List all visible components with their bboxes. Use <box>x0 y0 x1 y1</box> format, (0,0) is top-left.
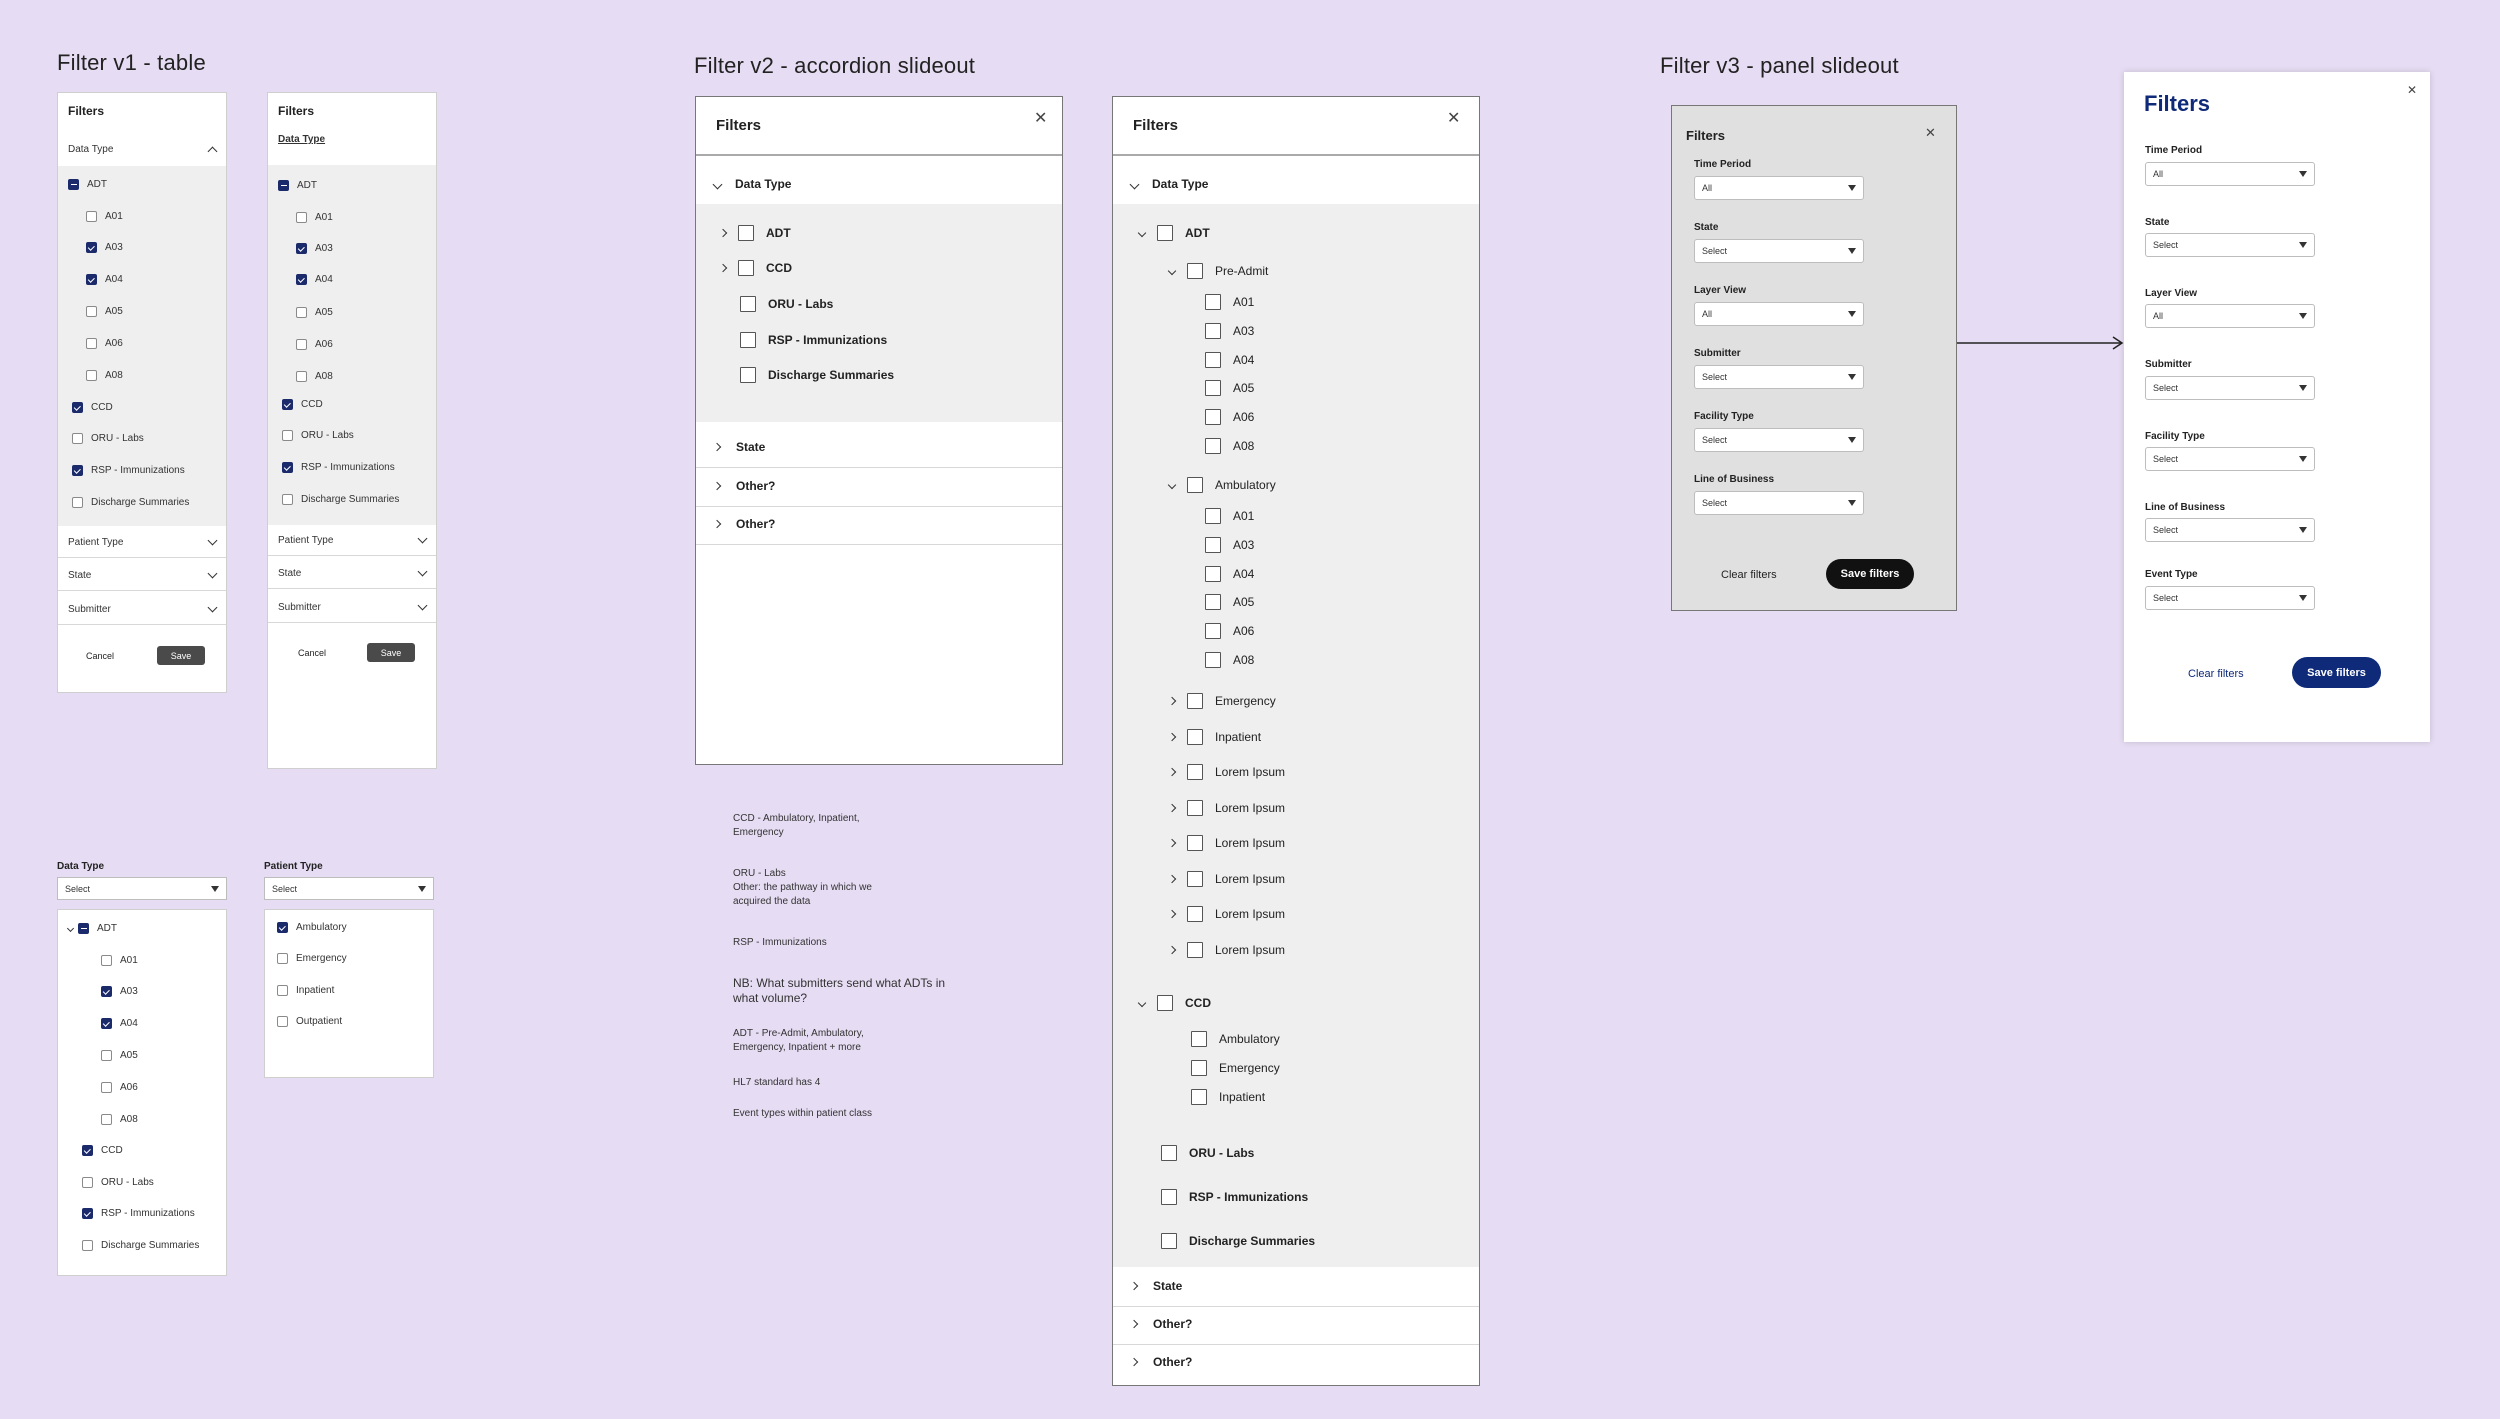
option-ccd[interactable]: CCD <box>72 402 113 413</box>
option-a04[interactable]: A04 <box>86 274 123 285</box>
checkbox[interactable] <box>282 430 293 441</box>
option-rsp[interactable]: RSP - Immunizations <box>282 462 395 473</box>
checkbox[interactable] <box>740 367 756 383</box>
note-nb: NB: What submitters send what ADTs in what volume? <box>733 976 946 1005</box>
option-rsp[interactable]: RSP - Immunizations <box>740 332 887 348</box>
checkbox[interactable] <box>1161 1233 1177 1249</box>
v1-filter-panel-b <box>267 92 437 769</box>
dropdown-triangle-icon <box>2299 313 2307 319</box>
arrow-right-icon <box>1957 334 2127 352</box>
chevron-down-icon <box>1138 999 1146 1007</box>
v3-panel-large <box>2124 72 2430 742</box>
data-type-select[interactable]: Select <box>57 877 227 900</box>
option-a03[interactable]: A03 <box>86 242 123 253</box>
layer-view-select[interactable]: All <box>2145 304 2315 328</box>
cancel-button[interactable]: Cancel <box>298 648 327 658</box>
checkbox[interactable] <box>1205 352 1221 368</box>
option-oru[interactable]: ORU - Labs <box>740 296 833 312</box>
option-rsp[interactable]: RSP - Immunizations <box>82 1208 195 1219</box>
option-emergency[interactable]: Emergency <box>277 953 347 964</box>
field-label: Submitter <box>2145 359 2192 370</box>
line-of-business-select[interactable]: Select <box>2145 518 2315 542</box>
checkbox[interactable] <box>1187 871 1203 887</box>
chevron-down-icon <box>1168 267 1176 275</box>
checkbox[interactable] <box>72 402 83 413</box>
dropdown-triangle-icon <box>2299 242 2307 248</box>
other-accordion-header-1[interactable]: Other? <box>714 479 775 493</box>
option-lorem-ipsum[interactable]: Lorem Ipsum <box>1169 764 1285 780</box>
clear-filters-button[interactable]: Clear filters <box>1721 569 1777 581</box>
chevron-right-icon <box>1168 839 1176 847</box>
option-discharge[interactable]: Discharge Summaries <box>282 494 399 505</box>
v3-panel-small <box>1671 105 1957 611</box>
note-hl7: HL7 standard has 4 <box>733 1077 821 1088</box>
option-adt[interactable]: ADT <box>1139 225 1210 241</box>
field-label: Time Period <box>1694 159 1752 170</box>
option-a06[interactable]: A06 <box>86 338 123 349</box>
checkbox[interactable] <box>1205 438 1221 454</box>
option-discharge[interactable]: Discharge Summaries <box>740 367 894 383</box>
checkbox[interactable] <box>86 211 97 222</box>
checkbox[interactable] <box>1205 323 1221 339</box>
dropdown-triangle-icon <box>2299 385 2307 391</box>
option-a01[interactable]: A01 <box>101 955 138 966</box>
chevron-down-icon <box>418 534 428 544</box>
checkbox[interactable] <box>1161 1145 1177 1161</box>
field-label: Facility Type <box>2145 431 2205 442</box>
checkbox[interactable] <box>86 370 97 381</box>
note-rsp: RSP - Immunizations <box>733 937 827 948</box>
event-type-select[interactable]: Select <box>2145 586 2315 610</box>
option-a05[interactable]: A05 <box>86 306 123 317</box>
option-rsp[interactable]: RSP - Immunizations <box>72 465 185 476</box>
checkbox[interactable] <box>282 462 293 473</box>
option-discharge[interactable]: Discharge Summaries <box>1161 1233 1315 1249</box>
checkbox[interactable] <box>1187 764 1203 780</box>
checkbox[interactable] <box>101 986 112 997</box>
state-accordion-header[interactable]: State <box>1131 1279 1182 1293</box>
facility-type-select[interactable]: Select <box>1694 428 1864 452</box>
patient-type-select[interactable]: Select <box>264 877 434 900</box>
section-title-v2: Filter v2 - accordion slideout <box>694 53 976 78</box>
chevron-down-icon <box>208 569 218 579</box>
checkbox[interactable] <box>86 274 97 285</box>
option-discharge[interactable]: Discharge Summaries <box>72 497 189 508</box>
dropdown-triangle-icon <box>1848 437 1856 443</box>
checkbox[interactable] <box>1205 537 1221 553</box>
option-a08[interactable]: A08 <box>86 370 123 381</box>
option-a08[interactable]: A08 <box>101 1114 138 1125</box>
submitter-header[interactable]: Submitter <box>278 602 428 613</box>
checkbox[interactable] <box>1205 623 1221 639</box>
option-a06[interactable]: A06 <box>1205 623 1254 639</box>
checkbox[interactable] <box>1187 835 1203 851</box>
chevron-right-icon <box>719 229 727 237</box>
patient-type-header[interactable]: Patient Type <box>278 535 428 546</box>
chevron-down-icon <box>713 179 723 189</box>
option-a01[interactable]: A01 <box>86 211 123 222</box>
panel-title: Filters <box>1686 128 1726 143</box>
checkbox[interactable] <box>1205 409 1221 425</box>
checkbox[interactable] <box>101 955 112 966</box>
checkbox[interactable] <box>740 332 756 348</box>
checkbox[interactable] <box>68 179 79 190</box>
option-adt[interactable]: ADT <box>68 179 107 190</box>
v2-accordion-panel-b <box>1112 96 1480 1386</box>
option-ambulatory[interactable]: Ambulatory <box>1169 477 1276 493</box>
option-a03[interactable]: A03 <box>1205 537 1254 553</box>
other-accordion-header-2[interactable]: Other? <box>714 517 775 531</box>
option-adt[interactable]: ADT <box>278 180 317 191</box>
option-ccd[interactable]: CCD <box>82 1145 123 1156</box>
checkbox[interactable] <box>296 339 307 350</box>
option-adt[interactable]: ADT <box>720 225 791 241</box>
option-a01[interactable]: A01 <box>1205 294 1254 310</box>
note-event-types: Event types within patient class <box>733 1108 872 1119</box>
checkbox[interactable] <box>296 371 307 382</box>
facility-type-select[interactable]: Select <box>2145 447 2315 471</box>
option-a05[interactable]: A05 <box>101 1050 138 1061</box>
option-a03[interactable]: A03 <box>1205 323 1254 339</box>
chevron-right-icon <box>1168 733 1176 741</box>
checkbox[interactable] <box>1205 594 1221 610</box>
field-label: Layer View <box>2145 288 2198 299</box>
dropdown-triangle-icon <box>2299 527 2307 533</box>
checkbox[interactable] <box>101 1082 112 1093</box>
close-icon[interactable]: ✕ <box>2407 83 2418 97</box>
option-ccd[interactable]: CCD <box>282 399 323 410</box>
state-header[interactable]: State <box>278 568 428 579</box>
chevron-down-icon <box>67 925 74 932</box>
checkbox[interactable] <box>277 985 288 996</box>
option-a08[interactable]: A08 <box>1205 438 1254 454</box>
checkbox[interactable] <box>72 465 83 476</box>
section-title-v3: Filter v3 - panel slideout <box>1660 53 1899 78</box>
field-label: Event Type <box>2145 569 2198 580</box>
submitter-select[interactable]: Select <box>1694 365 1864 389</box>
option-inpatient[interactable]: Inpatient <box>277 985 334 996</box>
chevron-down-icon <box>1168 481 1176 489</box>
save-filters-button[interactable]: Save filters <box>1826 559 1914 589</box>
option-ccd[interactable]: CCD <box>720 260 792 276</box>
checkbox[interactable] <box>296 212 307 223</box>
chevron-right-icon <box>713 482 721 490</box>
chevron-right-icon <box>1168 768 1176 776</box>
chevron-down-icon <box>208 536 218 546</box>
option-a04[interactable]: A04 <box>101 1018 138 1029</box>
option-oru[interactable]: ORU - Labs <box>72 433 144 444</box>
submitter-select[interactable]: Select <box>2145 376 2315 400</box>
option-ccd-emergency[interactable]: Emergency <box>1191 1060 1280 1076</box>
option-ccd-inpatient[interactable]: Inpatient <box>1191 1089 1265 1105</box>
checkbox[interactable] <box>72 497 83 508</box>
chevron-down-icon <box>208 603 218 613</box>
checkbox[interactable] <box>82 1240 93 1251</box>
checkbox[interactable] <box>738 260 754 276</box>
note-oru: ORU - Labs Other: the pathway in which we acquired the data <box>733 868 872 907</box>
other-accordion-header-2[interactable]: Other? <box>1131 1355 1192 1369</box>
checkbox[interactable] <box>1191 1089 1207 1105</box>
state-header[interactable]: State <box>68 570 218 581</box>
field-label: Time Period <box>2145 145 2203 156</box>
field-label: Facility Type <box>1694 411 1754 422</box>
data-type-label: Data Type <box>68 144 114 155</box>
option-emergency[interactable]: Emergency <box>1169 693 1276 709</box>
option-a03[interactable]: A03 <box>101 986 138 997</box>
checkbox[interactable] <box>1157 995 1173 1011</box>
checkbox[interactable] <box>278 180 289 191</box>
option-lorem-ipsum[interactable]: Lorem Ipsum <box>1169 835 1285 851</box>
checkbox[interactable] <box>1205 566 1221 582</box>
data-type-tab[interactable]: Data Type <box>278 134 326 145</box>
note-adt: ADT - Pre-Admit, Ambulatory, Emergency, Inpatient + more <box>733 1028 864 1053</box>
checkbox[interactable] <box>282 399 293 410</box>
checkbox[interactable] <box>72 433 83 444</box>
checkbox[interactable] <box>1161 1189 1177 1205</box>
checkbox[interactable] <box>82 1208 93 1219</box>
option-oru[interactable]: ORU - Labs <box>1161 1145 1254 1161</box>
checkbox[interactable] <box>1191 1031 1207 1047</box>
chevron-right-icon <box>1168 804 1176 812</box>
option-rsp[interactable]: RSP - Immunizations <box>1161 1189 1308 1205</box>
section-title-v1: Filter v1 - table <box>57 50 206 75</box>
note-ccd: CCD - Ambulatory, Inpatient, Emergency <box>733 813 860 838</box>
checkbox[interactable] <box>1187 263 1203 279</box>
option-a06[interactable]: A06 <box>1205 409 1254 425</box>
option-a01[interactable]: A01 <box>296 212 333 223</box>
dropdown-triangle-icon <box>2299 595 2307 601</box>
time-period-select[interactable]: All <box>2145 162 2315 186</box>
checkbox[interactable] <box>101 1050 112 1061</box>
option-a06[interactable]: A06 <box>101 1082 138 1093</box>
data-type-accordion-header[interactable]: Data Type <box>1131 177 1208 191</box>
option-a08[interactable]: A08 <box>296 371 333 382</box>
data-type-header[interactable] <box>68 144 218 155</box>
dropdown-triangle-icon <box>1848 248 1856 254</box>
v2-accordion-panel-a <box>695 96 1063 765</box>
close-icon[interactable]: ✕ <box>1447 110 1461 127</box>
option-a05[interactable]: A05 <box>296 307 333 318</box>
checkbox[interactable] <box>1187 693 1203 709</box>
option-inpatient[interactable]: Inpatient <box>1169 729 1261 745</box>
close-icon[interactable]: ✕ <box>1925 125 1936 140</box>
option-a06[interactable]: A06 <box>296 339 333 350</box>
dropdown-triangle-icon <box>1848 311 1856 317</box>
checkbox[interactable] <box>1205 508 1221 524</box>
data-type-dropdown-menu <box>57 909 227 1276</box>
option-a01[interactable]: A01 <box>1205 508 1254 524</box>
checkbox[interactable] <box>296 243 307 254</box>
field-label: Layer View <box>1694 285 1747 296</box>
dropdown-triangle-icon <box>1848 500 1856 506</box>
option-lorem-ipsum[interactable]: Lorem Ipsum <box>1169 800 1285 816</box>
chevron-right-icon <box>1130 1320 1138 1328</box>
field-label: State <box>1694 222 1719 233</box>
checkbox[interactable] <box>101 1018 112 1029</box>
option-ccd[interactable]: CCD <box>1139 995 1211 1011</box>
other-accordion-header-1[interactable]: Other? <box>1131 1317 1192 1331</box>
chevron-right-icon <box>1130 1358 1138 1366</box>
field-label: Submitter <box>1694 348 1741 359</box>
chevron-right-icon <box>1130 1282 1138 1290</box>
chevron-down-icon <box>1138 229 1146 237</box>
checkbox[interactable] <box>86 306 97 317</box>
dropdown-triangle-icon <box>418 886 426 892</box>
checkbox[interactable] <box>1157 225 1173 241</box>
checkbox[interactable] <box>740 296 756 312</box>
option-a04[interactable]: A04 <box>1205 566 1254 582</box>
checkbox[interactable] <box>296 274 307 285</box>
dropdown-triangle-icon <box>2299 171 2307 177</box>
layer-view-select[interactable]: All <box>1694 302 1864 326</box>
checkbox[interactable] <box>1191 1060 1207 1076</box>
patient-type-dropdown-label: Patient Type <box>264 861 323 872</box>
panel-title: Filters <box>1133 117 1179 134</box>
option-lorem-ipsum[interactable]: Lorem Ipsum <box>1169 942 1285 958</box>
patient-type-header[interactable]: Patient Type <box>68 537 218 548</box>
checkbox[interactable] <box>738 225 754 241</box>
dropdown-triangle-icon <box>1848 374 1856 380</box>
option-a04[interactable]: A04 <box>296 274 333 285</box>
save-button[interactable]: Save <box>367 643 415 662</box>
checkbox[interactable] <box>1205 380 1221 396</box>
chevron-down-icon <box>1130 179 1140 189</box>
option-oru[interactable]: ORU - Labs <box>282 430 354 441</box>
chevron-right-icon <box>719 264 727 272</box>
chevron-right-icon <box>1168 946 1176 954</box>
state-select[interactable]: Select <box>1694 239 1864 263</box>
checkbox[interactable] <box>277 953 288 964</box>
checkbox[interactable] <box>1187 906 1203 922</box>
checkbox[interactable] <box>296 307 307 318</box>
checkbox[interactable] <box>82 1177 93 1188</box>
panel-title: Filters <box>2144 91 2211 116</box>
option-oru[interactable]: ORU - Labs <box>82 1177 154 1188</box>
checkbox[interactable] <box>1205 652 1221 668</box>
option-pre-admit[interactable]: Pre-Admit <box>1169 263 1268 279</box>
checkbox[interactable] <box>277 922 288 933</box>
field-label: Line of Business <box>1694 474 1775 485</box>
option-ccd-ambulatory[interactable]: Ambulatory <box>1191 1031 1280 1047</box>
save-filters-button[interactable]: Save filters <box>2292 657 2381 688</box>
checkbox[interactable] <box>86 338 97 349</box>
state-accordion-header[interactable]: State <box>714 440 765 454</box>
option-a05[interactable]: A05 <box>1205 594 1254 610</box>
data-type-accordion-header[interactable]: Data Type <box>714 177 791 191</box>
checkbox[interactable] <box>1187 800 1203 816</box>
close-icon[interactable]: ✕ <box>1034 110 1048 127</box>
panel-title: Filters <box>716 117 762 134</box>
chevron-down-icon <box>418 601 428 611</box>
cancel-button[interactable]: Cancel <box>86 651 115 661</box>
line-of-business-select[interactable]: Select <box>1694 491 1864 515</box>
chevron-right-icon <box>1168 910 1176 918</box>
option-a08[interactable]: A08 <box>1205 652 1254 668</box>
checkbox[interactable] <box>282 494 293 505</box>
option-discharge[interactable]: Discharge Summaries <box>82 1240 199 1251</box>
chevron-up-icon <box>208 147 218 157</box>
dropdown-triangle-icon <box>211 886 219 892</box>
field-label: State <box>2145 217 2170 228</box>
chevron-down-icon <box>418 567 428 577</box>
checkbox[interactable] <box>1205 294 1221 310</box>
field-label: Line of Business <box>2145 502 2226 513</box>
state-select[interactable]: Select <box>2145 233 2315 257</box>
option-lorem-ipsum[interactable]: Lorem Ipsum <box>1169 906 1285 922</box>
chevron-right-icon <box>713 443 721 451</box>
dropdown-triangle-icon <box>2299 456 2307 462</box>
checkbox[interactable] <box>78 923 89 934</box>
option-lorem-ipsum[interactable]: Lorem Ipsum <box>1169 871 1285 887</box>
option-a05[interactable]: A05 <box>1205 380 1254 396</box>
time-period-select[interactable]: All <box>1694 176 1864 200</box>
submitter-header[interactable]: Submitter <box>68 604 218 615</box>
clear-filters-button[interactable]: Clear filters <box>2188 668 2244 680</box>
dropdown-triangle-icon <box>1848 185 1856 191</box>
checkbox[interactable] <box>86 242 97 253</box>
checkbox[interactable] <box>277 1016 288 1027</box>
chevron-right-icon <box>1168 697 1176 705</box>
option-outpatient[interactable]: Outpatient <box>277 1016 342 1027</box>
panel-title: Filters <box>278 104 315 118</box>
save-button[interactable]: Save <box>157 646 205 665</box>
checkbox[interactable] <box>82 1145 93 1156</box>
data-type-dropdown-label: Data Type <box>57 861 105 872</box>
checkbox[interactable] <box>1187 729 1203 745</box>
patient-type-dropdown-menu <box>264 909 434 1078</box>
checkbox[interactable] <box>101 1114 112 1125</box>
option-a03[interactable]: A03 <box>296 243 333 254</box>
panel-title: Filters <box>68 104 105 118</box>
checkbox[interactable] <box>1187 477 1203 493</box>
option-adt[interactable]: ADT <box>68 923 117 934</box>
option-ambulatory[interactable]: Ambulatory <box>277 922 347 933</box>
chevron-right-icon <box>713 520 721 528</box>
chevron-right-icon <box>1168 875 1176 883</box>
option-a04[interactable]: A04 <box>1205 352 1254 368</box>
checkbox[interactable] <box>1187 942 1203 958</box>
v1-filter-panel-a <box>57 92 227 693</box>
